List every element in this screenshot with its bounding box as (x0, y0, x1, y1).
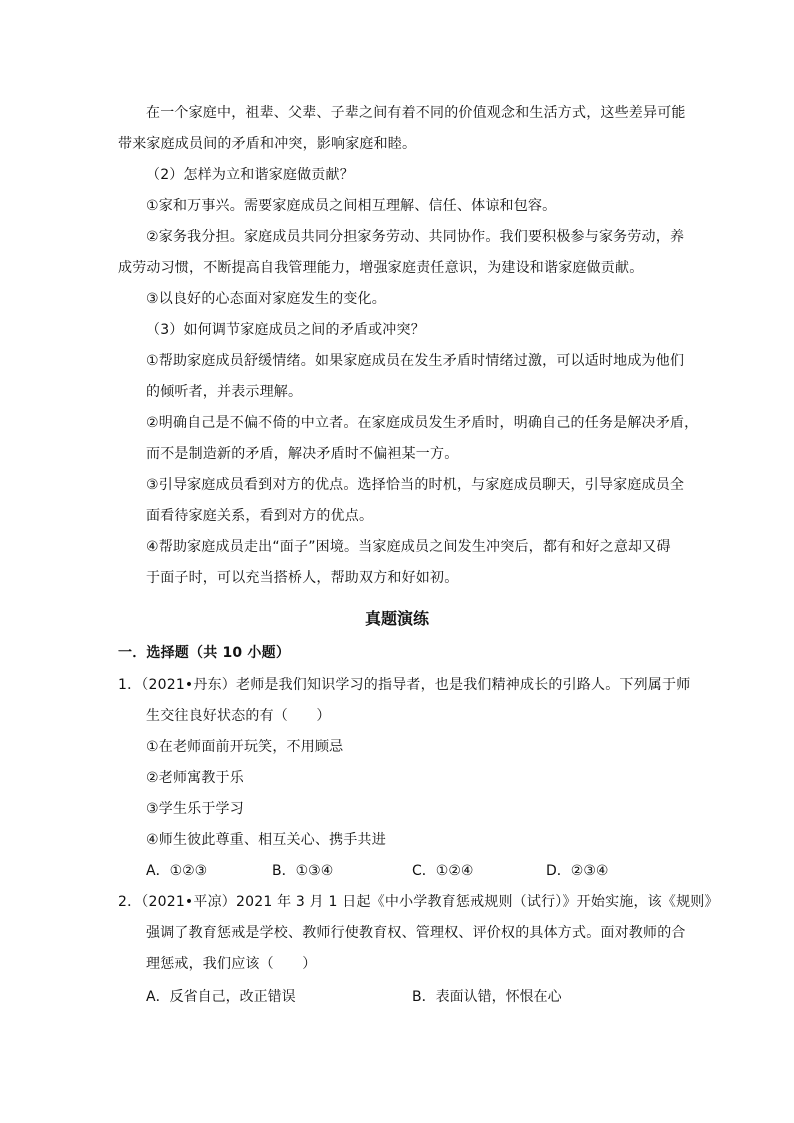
q1-stem-line-2: 生交往良好状态的有（ ） (146, 708, 331, 724)
q1-item-3: ③学生乐于学习 (146, 801, 244, 817)
answer-2-3: ③以良好的心态面对家庭发生的变化。 (146, 291, 386, 307)
summary-paragraph-1: 在一个家庭中，祖辈、父辈、子辈之间有着不同的价值观念和生活方式，这些差异可能 (146, 105, 686, 121)
answer-2-2-cont: 成劳动习惯，不断提高自我管理能力，增强家庭责任意识，为建设和谐家庭做贡献。 (118, 260, 644, 276)
section-title: 真题演练 (364, 609, 429, 628)
answer-3-2: ②明确自己是不偏不倚的中立者。在家庭成员发生矛盾时，明确自己的任务是解决矛盾， (146, 415, 699, 431)
answer-2-1: ①家和万事兴。需要家庭成员之间相互理解、信任、体谅和包容。 (146, 198, 557, 214)
question-3-heading: （3）如何调节家庭成员之间的矛盾或冲突？ (146, 322, 425, 338)
q1-option-a[interactable]: A．①②③ (146, 863, 208, 879)
q1-item-1: ①在老师面前开玩笑，不用顾忌 (146, 739, 344, 755)
q1-stem-line-1: 1．（2021•丹东）老师是我们知识学习的指导者，也是我们精神成长的引路人。下列属于师 (118, 677, 691, 693)
q1-option-c[interactable]: C．①②④ (412, 863, 474, 879)
q2-stem-line-3: 理惩戒，我们应该（ ） (146, 956, 317, 972)
part-heading: 一．选择题（共 10 小题） (118, 645, 291, 661)
q1-item-4: ④师生彼此尊重、相互关心、携手共进 (146, 832, 386, 848)
q1-option-d[interactable]: D．②③④ (546, 863, 609, 879)
q2-stem-line-1: 2．（2021•平凉）2021 年 3 月 1 日起《中小学教育惩戒规则（试行）》开始实施，该《规则》 (118, 894, 719, 910)
q2-stem-line-2: 强调了教育惩戒是学校、教师行使教育权、管理权、评价权的具体方式。面对教师的合 (146, 925, 686, 941)
answer-3-4-cont: 于面子时，可以充当搭桥人，帮助双方和好如初。 (146, 570, 459, 586)
answer-3-1-cont: 的倾听者，并表示理解。 (146, 384, 303, 400)
question-2-heading: （2）怎样为立和谐家庭做贡献？ (146, 167, 354, 183)
answer-3-2-cont: 而不是制造新的矛盾，解决矛盾时不偏袒某一方。 (146, 446, 459, 462)
q2-option-b[interactable]: B．表面认错，怀恨在心 (412, 989, 562, 1005)
q1-item-2: ②老师寓教于乐 (146, 770, 244, 786)
answer-2-2: ②家务我分担。家庭成员共同分担家务劳动、共同协作。我们要积极参与家务劳动，养 (146, 229, 685, 245)
answer-3-3: ③引导家庭成员看到对方的优点。选择恰当的时机，与家庭成员聊天，引导家庭成员全 (146, 477, 685, 493)
answer-3-3-cont: 面看待家庭关系，看到对方的优点。 (146, 508, 374, 524)
answer-3-1: ①帮助家庭成员舒缓情绪。如果家庭成员在发生矛盾时情绪过激，可以适时地成为他们 (146, 353, 685, 369)
summary-paragraph-1-cont: 带来家庭成员间的矛盾和冲突，影响家庭和睦。 (118, 136, 417, 152)
q1-option-b[interactable]: B．①③④ (272, 863, 334, 879)
q2-option-a[interactable]: A．反省自己，改正错误 (146, 989, 296, 1005)
answer-3-4: ④帮助家庭成员走出“面子”困境。当家庭成员之间发生冲突后，都有和好之意却又碍 (146, 539, 671, 555)
